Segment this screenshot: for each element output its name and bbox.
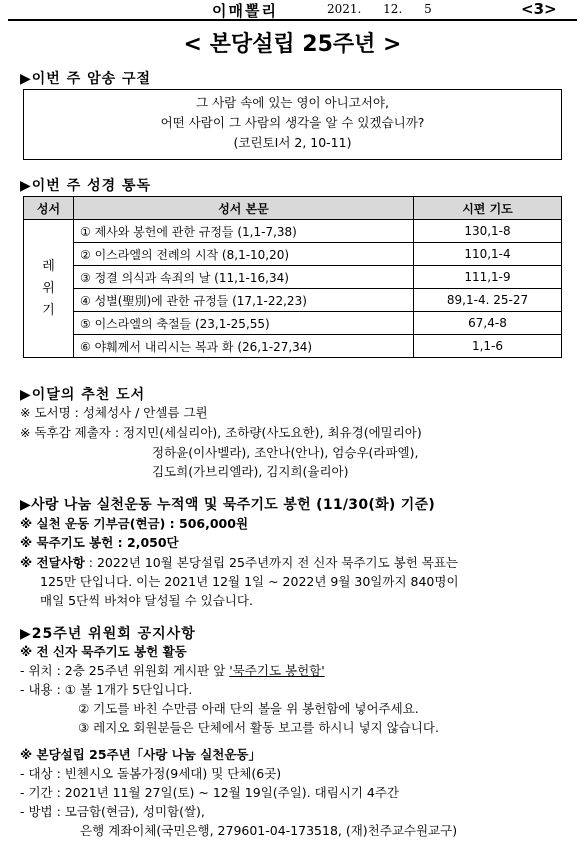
psalm-cell: 130,1-8 [414,220,562,243]
table-row [24,312,562,335]
psalm-cell: 1,1-6 [414,335,562,358]
committee-sub-1: ※ 전 신자 묵주기도 봉헌 활동 [20,644,187,659]
content-line-3: ③ 레지오 회원분들은 단체에서 활동 보고를 하시니 넣지 않습니다. [78,720,439,735]
table-row [24,335,562,358]
rosary-line: ※ 묵주기도 봉헌 : 2,050단 [20,535,179,550]
passage-cell: ① 제사와 봉헌에 관한 규정들 (1,1-7,38) [74,220,414,243]
psalm-cell: 89,1-4. 25-27 [414,289,562,312]
content-line-2: ② 기도를 바친 수만큼 아래 단의 볼을 위 봉헌함에 넣어주세요. [78,701,419,716]
table-header-row [24,197,562,220]
committee-sub-2: ※ 본당설립 25주년「사랑 나눔 실천운동」 [20,747,262,762]
target-line: - 대상 : 빈첸시오 돌봄가정(9세대) 및 단체(6곳) [20,766,282,781]
table-row [24,289,562,312]
passage-cell: ⑥ 야훼께서 내리시는 복과 화 (26,1-27,34) [74,335,414,358]
memory-verse-heading: ▶이번 주 암송 구절 [20,71,152,87]
col-book: 성서 [24,197,74,220]
donation-line: ※ 실천 운동 기부금(현금) : 506,000원 [20,516,249,531]
location-text: - 위치 : 2층 25주년 위원회 게시판 앞 [20,663,230,678]
book-name: 레위기 [24,220,74,358]
psalm-cell: 110,1-4 [414,243,562,266]
sharing-heading: ▶사랑 나눔 실천운동 누적액 및 묵주기도 봉헌 (11/30(화) 기준) [20,497,436,513]
psalm-cell: 67,4-8 [414,312,562,335]
submitters-line-3: 김도희(가브리엘라), 김지희(율리아) [152,464,349,479]
passage-cell: ③ 정결 의식과 속죄의 날 (11,1-16,34) [74,266,414,289]
col-psalm: 시편 기도 [414,197,562,220]
passage-cell: ⑤ 이스라엘의 축절들 (23,1-25,55) [74,312,414,335]
verse-reference: (코린토Ⅰ서 2, 10-11) [233,135,352,150]
passage-cell: ② 이스라엘의 전례의 시작 (8,1-10,20) [74,243,414,266]
submitters-line-2: 정하윤(이사벨라), 조안나(안나), 엄승우(라파엘), [152,445,419,460]
newsletter-name: 이매뽈리 [212,2,278,20]
bible-reading-heading: ▶이번 주 성경 통독 [20,178,152,194]
psalm-cell: 111,1-9 [414,266,562,289]
committee-heading: ▶25주년 위원회 공지사항 [20,626,196,642]
message-text: : 2022년 10월 본당설립 25주년까지 전 신자 묵주기도 봉헌 목표는 [84,555,459,570]
message-line-2: 125만 단입니다. 이는 2021년 12월 1일 ~ 2022년 9월 30일까지 840명이 [40,574,459,589]
method-line-1: - 방법 : 모금함(현금), 성미함(쌀), [20,804,205,819]
memory-verse-box [23,89,562,160]
page-number: <3> [521,0,557,18]
header-divider [8,19,577,21]
passage-cell: ④ 성별(聖別)에 관한 규정들 (17,1-22,23) [74,289,414,312]
table-row [24,243,562,266]
issue-date: 2021. 12. 5 [327,2,432,16]
period-line: - 기간 : 2021년 11월 27일(토) ~ 12월 19일(주일). 대림시기 4주간 [20,785,399,800]
message-line-3: 매일 5단씩 바쳐야 달성될 수 있습니다. [40,593,253,608]
verse-line-1: 그 사람 속에 있는 영이 아니고서야, [196,95,389,110]
content-line-1: - 내용 : ① 볼 1개가 5단입니다. [20,682,193,697]
page-title: < 본당설립 25주년 > [183,32,402,57]
message-label: ※ 전달사항 [20,555,85,570]
submitters-line-1: ※ 독후감 제출자 : 정지민(세실리아), 조하량(사도요한), 최유경(에밀리아) [20,425,422,440]
recommended-book-heading: ▶이달의 추천 도서 [20,387,146,403]
rosary-box-name: '묵주기도 봉헌함' [229,663,325,678]
table-row [24,266,562,289]
book-title-line: ※ 도서명 : 성체성사 / 안셀름 그륀 [20,405,208,420]
location-line [20,661,325,680]
bible-reading-table [23,196,562,358]
table-row [24,220,562,243]
method-line-2: 은행 계좌이체(국민은행, 279601-04-173518, (재)천주교수원교구) [80,823,458,838]
message-line-1 [20,553,458,572]
verse-line-2: 어떤 사람이 그 사람의 생각을 알 수 있겠습니까? [160,115,425,130]
col-passage: 성서 본문 [74,197,414,220]
